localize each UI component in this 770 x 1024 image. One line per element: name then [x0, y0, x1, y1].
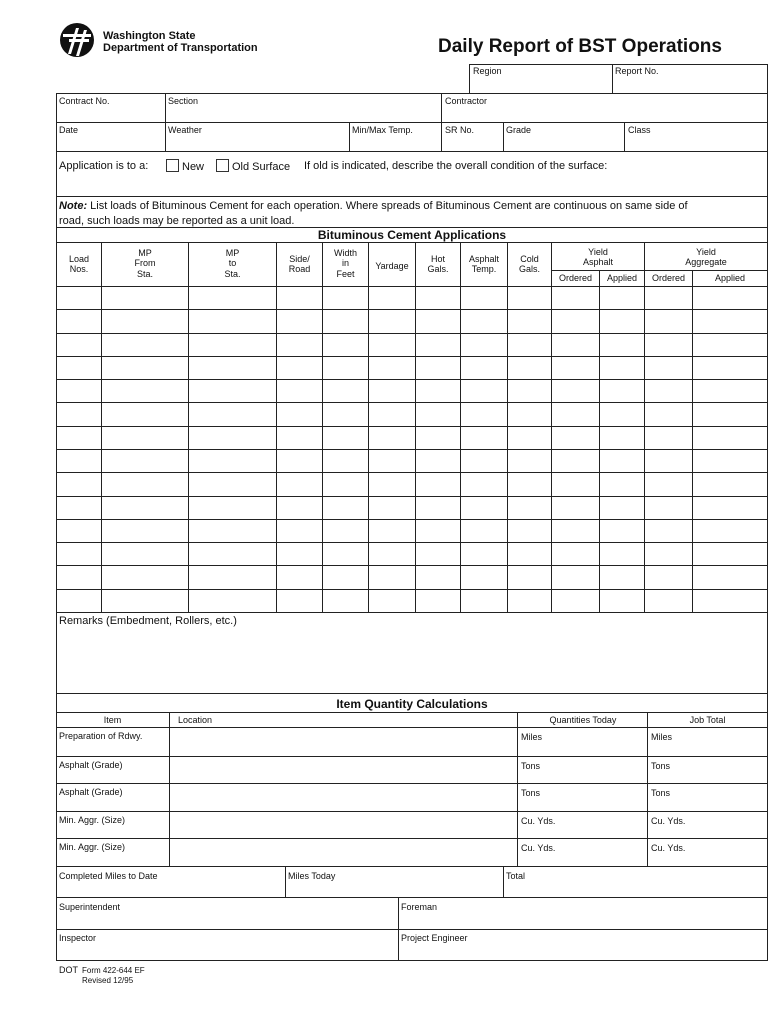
report-no-label: Report No.: [615, 66, 659, 76]
org-name-line2: Department of Transportation: [103, 42, 258, 54]
iqc-row-location-input[interactable]: [170, 757, 516, 783]
old-surface-option[interactable]: [216, 159, 290, 174]
bituminous-table-row[interactable]: [57, 520, 767, 542]
note-text-line1: List loads of Bituminous Cement for each operation. Where spreads of Bituminous Cement are continuous on same side of: [90, 200, 688, 212]
iqc-row-location-input[interactable]: [170, 812, 516, 838]
iqc-row-item: Min. Aggr. (Size): [59, 842, 126, 852]
iqc-row-item: Asphalt (Grade): [59, 787, 123, 797]
grade-field[interactable]: Grade: [506, 125, 532, 135]
iqc-hdr-qty-today: Quantities Today: [549, 715, 617, 725]
sr-no-field[interactable]: SR No.: [445, 125, 475, 135]
hdr-yardage: Yardage: [375, 261, 409, 271]
note-label: Note:: [59, 200, 88, 212]
completed-miles-field[interactable]: Completed Miles to Date: [59, 871, 158, 881]
iqc-row-qty-today[interactable]: Miles: [521, 732, 543, 742]
class-field[interactable]: Class: [628, 125, 651, 135]
inspector-field[interactable]: Inspector: [59, 933, 97, 943]
old-surface-checkbox[interactable]: [216, 159, 229, 172]
surface-condition-instruction: If old is indicated, describe the overall condition of the surface:: [304, 160, 608, 172]
bituminous-table-row[interactable]: [57, 357, 767, 379]
iqc-row-job-total[interactable]: Cu. Yds.: [651, 816, 686, 826]
minmax-temp-field[interactable]: Min/Max Temp.: [352, 125, 413, 135]
wsdot-logo-icon: [59, 22, 95, 58]
miles-today-field[interactable]: Miles Today: [288, 871, 336, 881]
foreman-field[interactable]: Foreman: [401, 902, 438, 912]
bituminous-table-row[interactable]: [57, 473, 767, 495]
iqc-row-job-total[interactable]: Cu. Yds.: [651, 843, 686, 853]
bituminous-table-row[interactable]: [57, 427, 767, 449]
contract-no-field[interactable]: Contract No.: [59, 96, 110, 106]
iqc-row-qty-today[interactable]: Cu. Yds.: [521, 843, 556, 853]
iqc-row-item: Asphalt (Grade): [59, 760, 123, 770]
hdr-ya-applied: Applied: [606, 273, 638, 283]
bituminous-section-title: Bituminous Cement Applications: [317, 228, 507, 242]
old-surface-option-label: Old Surface: [232, 161, 291, 173]
project-engineer-field[interactable]: Project Engineer: [401, 933, 468, 943]
bituminous-table-row[interactable]: [57, 310, 767, 332]
hdr-hot-gals: Hot Gals.: [427, 254, 449, 275]
iqc-row-item: Min. Aggr. (Size): [59, 815, 126, 825]
hdr-side-road: Side/ Road: [288, 254, 311, 275]
iqc-row-job-total[interactable]: Tons: [651, 761, 671, 771]
bituminous-table-row[interactable]: [57, 287, 767, 309]
page-title: Daily Report of BST Operations: [438, 36, 722, 57]
hdr-load: Load Nos.: [68, 254, 90, 275]
date-field[interactable]: Date: [59, 125, 79, 135]
application-label: Application is to a:: [59, 160, 149, 172]
note-text-line2: road, such loads may be reported as a unit load.: [59, 215, 295, 227]
iqc-row-job-total[interactable]: Tons: [651, 788, 671, 798]
note-line1: [59, 200, 688, 213]
bituminous-table-row[interactable]: [57, 380, 767, 402]
superintendent-field[interactable]: Superintendent: [59, 902, 121, 912]
bituminous-table-row[interactable]: [57, 403, 767, 425]
bituminous-table-row[interactable]: [57, 590, 767, 612]
iqc-row-location-input[interactable]: [170, 784, 516, 810]
hdr-cold-gals: Cold Gals.: [518, 254, 540, 275]
iqc-hdr-location: Location: [178, 715, 213, 725]
bituminous-table-row[interactable]: [57, 497, 767, 519]
total-field[interactable]: Total: [506, 871, 526, 881]
bituminous-table-row[interactable]: [57, 543, 767, 565]
remarks-label: Remarks (Embedment, Rollers, etc.): [59, 615, 237, 627]
hdr-mp-to: MP to Sta.: [224, 248, 241, 279]
form-revised: Revised 12/95: [82, 976, 134, 985]
hdr-asphalt-temp: Asphalt Temp.: [468, 254, 500, 275]
iqc-hdr-job-total: Job Total: [689, 715, 726, 725]
wsdot-logo: [59, 22, 95, 58]
iqc-row-item: Preparation of Rdwy.: [59, 731, 143, 741]
form-prefix: DOT: [59, 965, 78, 975]
iqc-row-location-input[interactable]: [170, 728, 516, 754]
iqc-row-qty-today[interactable]: Tons: [521, 788, 541, 798]
iqc-row-location-input[interactable]: [170, 839, 516, 865]
bituminous-table-row[interactable]: [57, 566, 767, 588]
weather-field[interactable]: Weather: [168, 125, 202, 135]
bituminous-table-row[interactable]: [57, 334, 767, 356]
hdr-yg-applied: Applied: [714, 273, 746, 283]
iqc-hdr-item: Item: [103, 715, 122, 725]
new-option[interactable]: [166, 159, 204, 174]
new-checkbox[interactable]: [166, 159, 179, 172]
iqc-title: Item Quantity Calculations: [336, 697, 488, 711]
region-label: Region: [473, 66, 502, 76]
iqc-row-job-total[interactable]: Miles: [651, 732, 673, 742]
hdr-width: Width in Feet: [333, 248, 357, 279]
new-option-label: New: [182, 161, 205, 173]
hdr-yg-ordered: Ordered: [651, 273, 686, 283]
hdr-mp-from: MP From Sta.: [134, 248, 156, 279]
contractor-field[interactable]: Contractor: [445, 96, 488, 106]
hdr-yield-aggregate: Yield Aggregate: [685, 247, 727, 268]
hdr-yield-asphalt: Yield Asphalt: [582, 247, 614, 268]
hdr-ya-ordered: Ordered: [558, 273, 593, 283]
remarks-area[interactable]: [57, 630, 767, 692]
iqc-row-qty-today[interactable]: Cu. Yds.: [521, 816, 556, 826]
org-name-line1: Washington State: [103, 30, 196, 42]
form-number: Form 422-644 EF: [82, 966, 145, 975]
iqc-row-qty-today[interactable]: Tons: [521, 761, 541, 771]
section-field[interactable]: Section: [168, 96, 199, 106]
bituminous-table-row[interactable]: [57, 450, 767, 472]
